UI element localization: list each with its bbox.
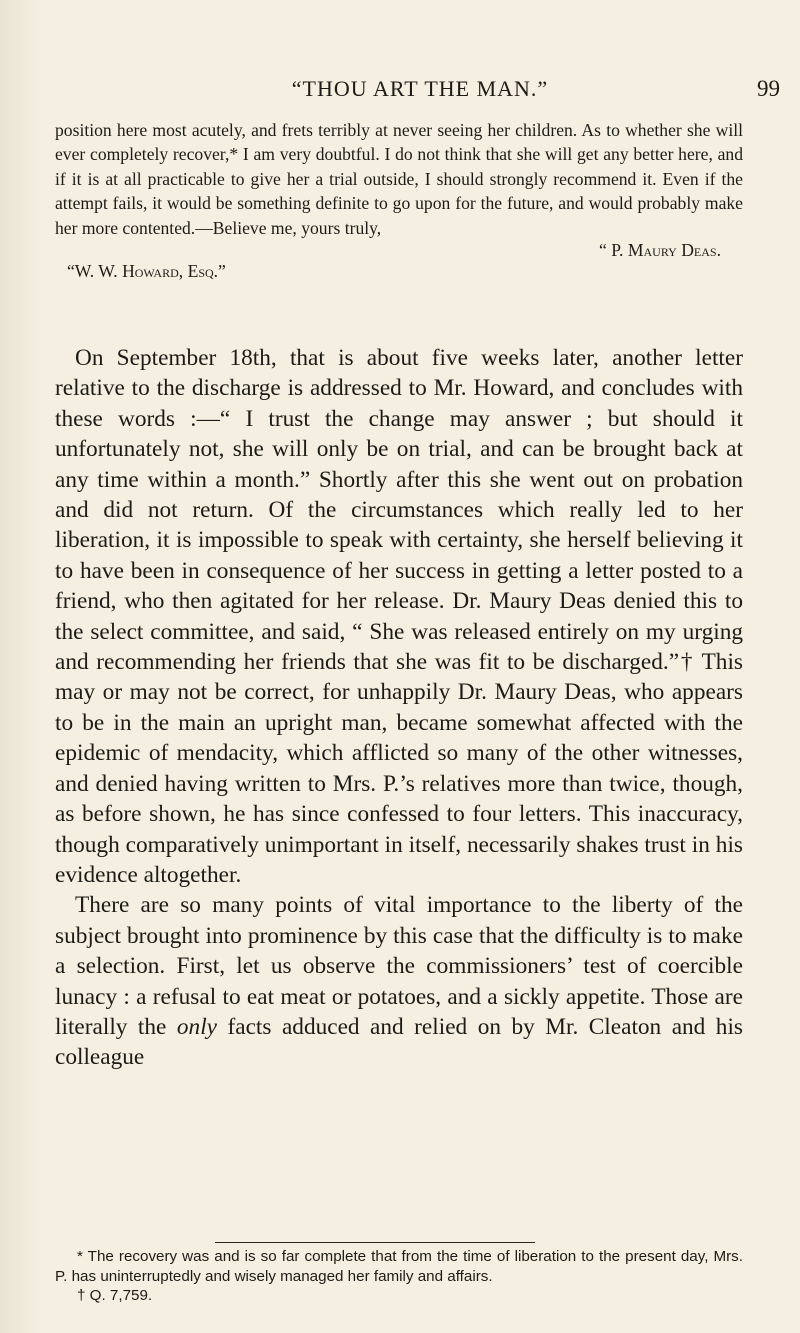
footnotes	[55, 1247, 743, 1306]
footnote-rule	[215, 1242, 535, 1243]
paragraph-2-end: facts adduced and relied on by Mr. Cleaton and his colleague	[55, 1013, 743, 1071]
footnote-1: * The recovery was and is so far complete that from the time of liberation to the present day, Mrs. P. has uninterruptedly and wisely managed her family and affairs.	[55, 1248, 743, 1285]
paragraph-2	[55, 890, 743, 1072]
letter-text: position here most acutely, and frets terribly at never seeing her children. As to whether she will ever completely recover,* I am very doubtful. I do not think that she will get any better here, and if it is at all practicable to give her a trial outside, I should strongly recommend it. Even if the attempt fails, it would be something definite to go upon for the future, and would probably make her more contented.—Believe me, yours truly,	[55, 120, 743, 238]
paragraph-1: On September 18th, that is about five weeks later, another letter relative to the discharge is addressed to Mr. Howard, and concludes with these words :—“ I trust the change may answer ; but should it unfortunately not, she will only be on trial, and can be brought back at any time within a month.” Shortly after this she went out on probation and did not return. Of the circumstances which really led to her liberation, it is impossible to speak with certainty, she herself believing it to have been in consequence of her success in getting a letter posted to a friend, who then agitated for her release. Dr. Maury Deas denied this to the select committee, and said, “ She was released entirely on my urging and recommending her friends that she was fit to be discharged.”† This may or may not be correct, for unhappily Dr. Maury Deas, who appears to be in the main an upright man, became somewhat affected with the epidemic of mendacity, which afflicted so many of the other witnesses, and denied having written to Mrs. P.’s relatives more than twice, though, as before shown, he has since confessed to four letters. This inaccuracy, though comparatively unimportant in itself, necessarily shakes trust in his evidence altogether.	[55, 345, 743, 888]
main-text	[55, 343, 743, 1073]
quoted-letter	[55, 118, 743, 282]
emphasis-only: only	[176, 1013, 218, 1040]
page-edge-shadow	[0, 0, 40, 1333]
page-number: 99	[757, 76, 780, 101]
paragraph-2-start: There are so many points of vital importance to the liberty of the subject brought into prominence by this case that the difficulty is to make a selection. First, let us observe the commissioners’ test of coercible lunacy : a refusal to eat meat or potatoes, and a sickly appetite. Those are literally the	[55, 892, 743, 1040]
letter-addressee: “W. W. Howard, Esq.”	[67, 261, 226, 282]
running-head	[60, 76, 780, 106]
running-title: “THOU ART THE MAN.”	[291, 76, 549, 101]
letter-signature: “ P. Maury Deas.	[599, 240, 721, 261]
footnote-2: † Q. 7,759.	[77, 1287, 153, 1304]
